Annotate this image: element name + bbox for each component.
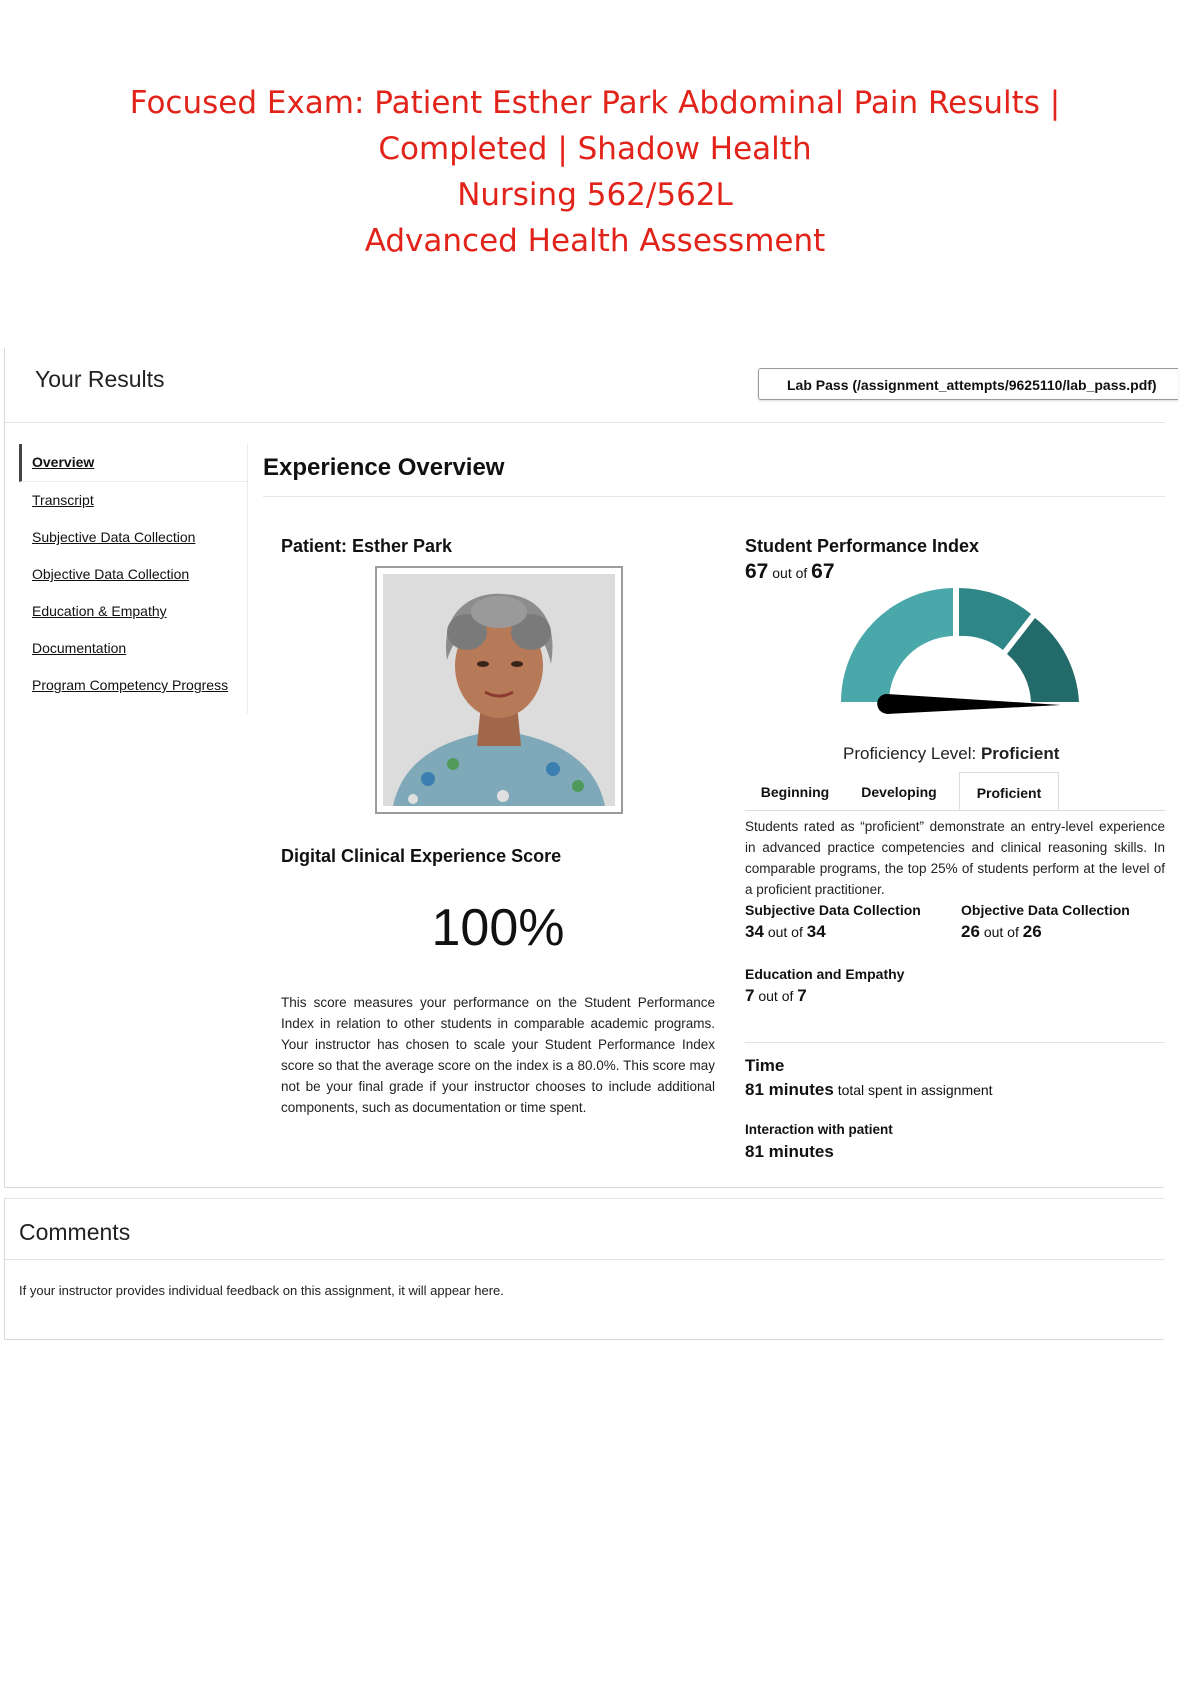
sidebar-item-subjective-data-collection[interactable]: Subjective Data Collection (32, 529, 196, 545)
subjective-stat-label: Subjective Data Collection (745, 902, 921, 918)
divider (263, 496, 1165, 497)
patient-avatar (375, 566, 623, 814)
dce-score-value: 100% (431, 899, 565, 957)
interaction-label: Interaction with patient (745, 1122, 893, 1137)
spi-score (745, 560, 835, 584)
dce-score-description: This score measures your performance on the Student Performance Index in relation to other students in comparable academic programs. Your instructor has chosen to scale your Student Performance Index score so that the average score on the index is a 80.0%. This score may not be your final grade if your instructor chooses to include additional components, such as documentation or time spent. (281, 995, 715, 1115)
spi-score-max: 67 (811, 560, 835, 583)
objective-score: 26 (961, 922, 980, 941)
experience-overview-title: Experience Overview (263, 454, 505, 481)
subjective-score: 34 (745, 922, 764, 941)
sidebar-item-objective-data-collection[interactable]: Objective Data Collection (32, 566, 190, 582)
education-stat-value (745, 986, 807, 1006)
divider (745, 1042, 1165, 1043)
objective-stat-label: Objective Data Collection (961, 902, 1130, 918)
document-title-line-4: Advanced Health Assessment (364, 223, 826, 259)
education-out-of: out of (758, 988, 794, 1004)
document-title-line-3: Nursing 562/562L (457, 177, 733, 213)
proficiency-level (843, 744, 1059, 764)
objective-out-of: out of (983, 924, 1019, 940)
comments-heading: Comments (19, 1219, 131, 1245)
patient-portrait-illustration (383, 574, 615, 806)
sidebar-item-documentation[interactable]: Documentation (32, 640, 127, 656)
results-card (4, 348, 1164, 1188)
sidebar-item-program-competency-progress[interactable]: Program Competency Progress (32, 677, 229, 693)
document-title-line-1: Focused Exam: Patient Esther Park Abdominal Pain Results | (129, 85, 1061, 121)
interaction-value (745, 1142, 834, 1162)
lab-pass-button[interactable]: Lab Pass (/assignment_attempts/9625110/lab_pass.pdf) (758, 368, 1178, 400)
subjective-stat-value (745, 922, 826, 942)
dce-score-label: Digital Clinical Experience Score (281, 846, 562, 866)
results-sidebar (19, 444, 248, 714)
divider (5, 1259, 1165, 1260)
education-max: 7 (797, 986, 807, 1005)
objective-max: 26 (1022, 922, 1042, 941)
sidebar-item-overview[interactable]: Overview (19, 444, 247, 482)
proficiency-description: Students rated as “proficient” demonstrate an entry-level experience in advanced practice competencies and clinical reasoning skills. In comparable programs, the top 25% of students perform at the level of a proficient practitioner. (745, 819, 1165, 897)
time-label: Time (745, 1056, 785, 1075)
time-minutes: 81 minutes (745, 1080, 834, 1099)
time-value (745, 1080, 993, 1100)
comments-card (4, 1198, 1164, 1340)
time-suffix: total spent in assignment (837, 1082, 993, 1098)
interaction-minutes: 81 minutes (745, 1142, 834, 1161)
spi-label: Student Performance Index (745, 536, 980, 556)
tab-developing[interactable]: Developing (861, 784, 937, 800)
document-title (0, 80, 1190, 264)
subjective-out-of: out of (767, 924, 803, 940)
spi-out-of: out of (772, 565, 808, 581)
results-header (5, 348, 1165, 423)
patient-portrait (383, 574, 615, 806)
document-title-line-2: Completed | Shadow Health (378, 131, 812, 167)
tab-proficient[interactable]: Proficient (959, 772, 1059, 810)
spi-score-value: 67 (745, 560, 769, 583)
results-heading: Your Results (35, 366, 165, 392)
objective-stat-value (961, 922, 1042, 942)
tab-beginning[interactable]: Beginning (760, 784, 830, 800)
sidebar-item-education-empathy[interactable]: Education & Empathy (32, 603, 167, 619)
spi-gauge (835, 582, 1085, 732)
education-stat-label: Education and Empathy (745, 966, 905, 982)
sidebar-item-transcript[interactable]: Transcript (32, 492, 94, 508)
proficiency-level-value: Proficient (980, 744, 1060, 763)
gauge-segment-beginning (841, 588, 953, 702)
proficiency-tabs (745, 772, 1165, 811)
comments-text: If your instructor provides individual feedback on this assignment, it will appear here. (19, 1283, 504, 1298)
proficiency-level-prefix: Proficiency Level: (843, 744, 977, 763)
education-score: 7 (745, 986, 755, 1005)
patient-label: Patient: Esther Park (281, 536, 453, 556)
subjective-max: 34 (806, 922, 826, 941)
